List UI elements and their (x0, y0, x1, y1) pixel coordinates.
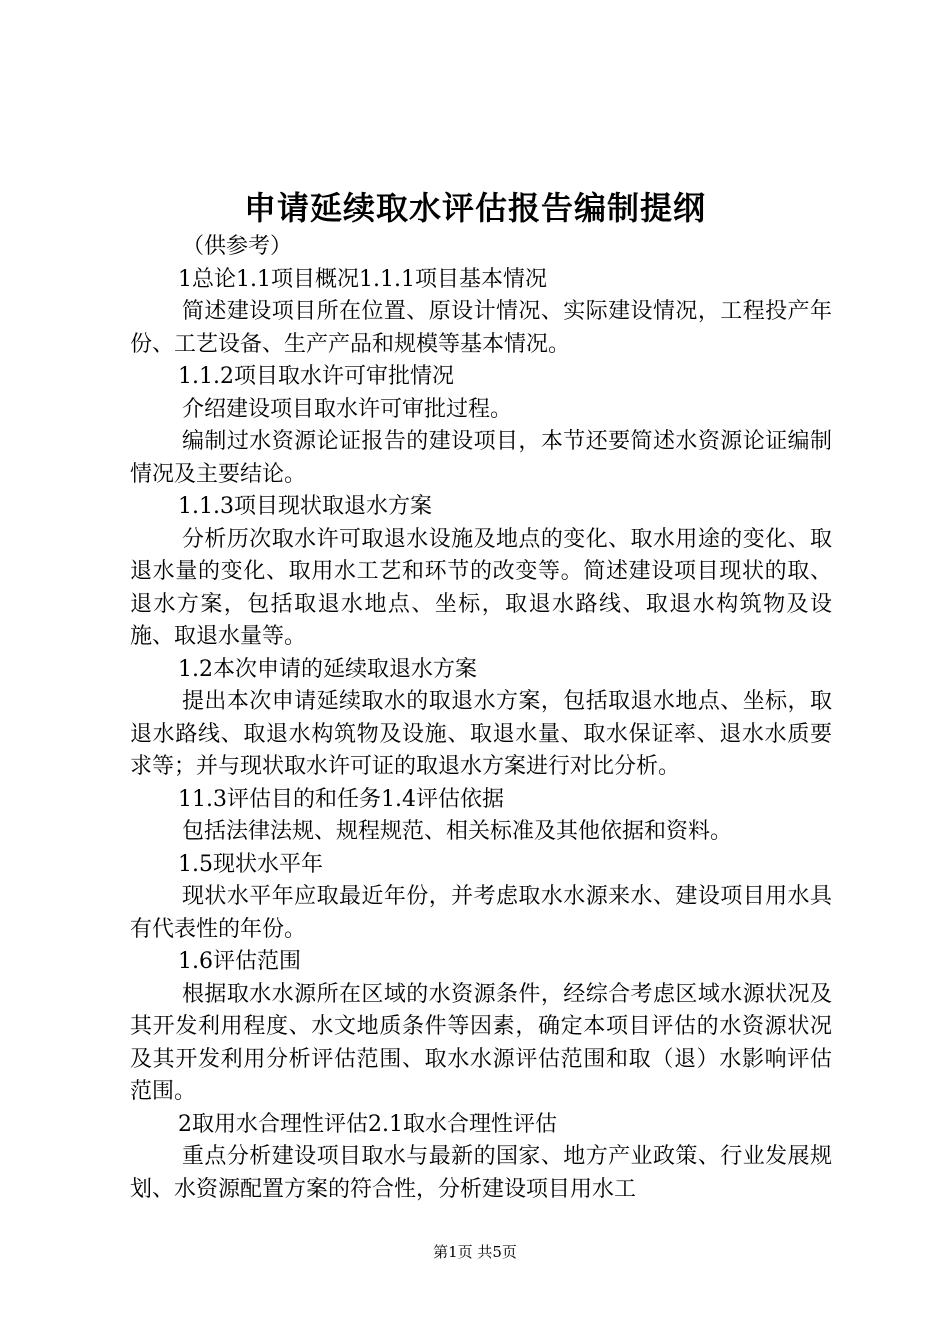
section-heading: 1.6评估范围 (178, 949, 301, 974)
section-heading: 1.2本次申请的延续取退水方案 (178, 656, 477, 682)
paragraph: 提出本次申请延续取水的取退水方案，包括取退水地点、坐标，取退水路线、取退水构筑物及设施、取退水量、取水保证率、退水水质要求等；并与现状取水许可证的取退水方案进行对比分析。 (130, 689, 832, 779)
section-heading: 2取用水合理性评估2.1取水合理性评估 (178, 1111, 557, 1137)
section-heading: 1.5现状水平年 (178, 851, 323, 877)
paragraph: 包括法律法规、规程规范、相关标准及其他依据和资料。 (182, 819, 733, 844)
reference-note: （供参考） (182, 234, 293, 259)
paragraph: 现状水平年应取最近年份，并考虑取水水源来水、建设项目用水具有代表性的年份。 (130, 884, 832, 942)
page-footer: 第1页 共5页 (433, 1243, 517, 1261)
paragraph: 根据取水水源所在区域的水资源条件，经综合考虑区域水源状况及其开发利用程度、水文地质条件等因素，确定本项目评估的水资源状况及其开发利用分析评估范围、取水水源评估范围和取（退）水影响评估范围。 (130, 981, 832, 1104)
section-heading: 11.3评估目的和任务1.4评估依据 (178, 786, 504, 812)
paragraph: 分析历次取水许可取退水设施及地点的变化、取水用途的变化、取退水量的变化、取用水工艺和环节的改变等。简述建设项目现状的取、退水方案，包括取退水地点、坐标，取退水路线、取退水构筑物及设施、取退水量等。 (130, 526, 832, 649)
section-heading: 1.1.3项目现状取退水方案 (178, 494, 432, 519)
paragraph: 简述建设项目所在位置、原设计情况、实际建设情况，工程投产年份、工艺设备、生产产品和规模等基本情况。 (130, 299, 832, 357)
document-body (130, 231, 832, 1206)
section-heading: 1.1.2项目取水许可审批情况 (178, 364, 454, 389)
paragraph: 编制过水资源论证报告的建设项目，本节还要简述水资源论证编制情况及主要结论。 (130, 429, 832, 487)
document-title: 申请延续取水评估报告编制提纲 (243, 189, 706, 227)
section-heading: 1总论1.1项目概况1.1.1项目基本情况 (178, 266, 547, 292)
paragraph: 重点分析建设项目取水与最新的国家、地方产业政策、行业发展规划、水资源配置方案的符合性，分析建设项目用水工 (130, 1144, 832, 1202)
paragraph: 介绍建设项目取水许可审批过程。 (182, 396, 513, 422)
